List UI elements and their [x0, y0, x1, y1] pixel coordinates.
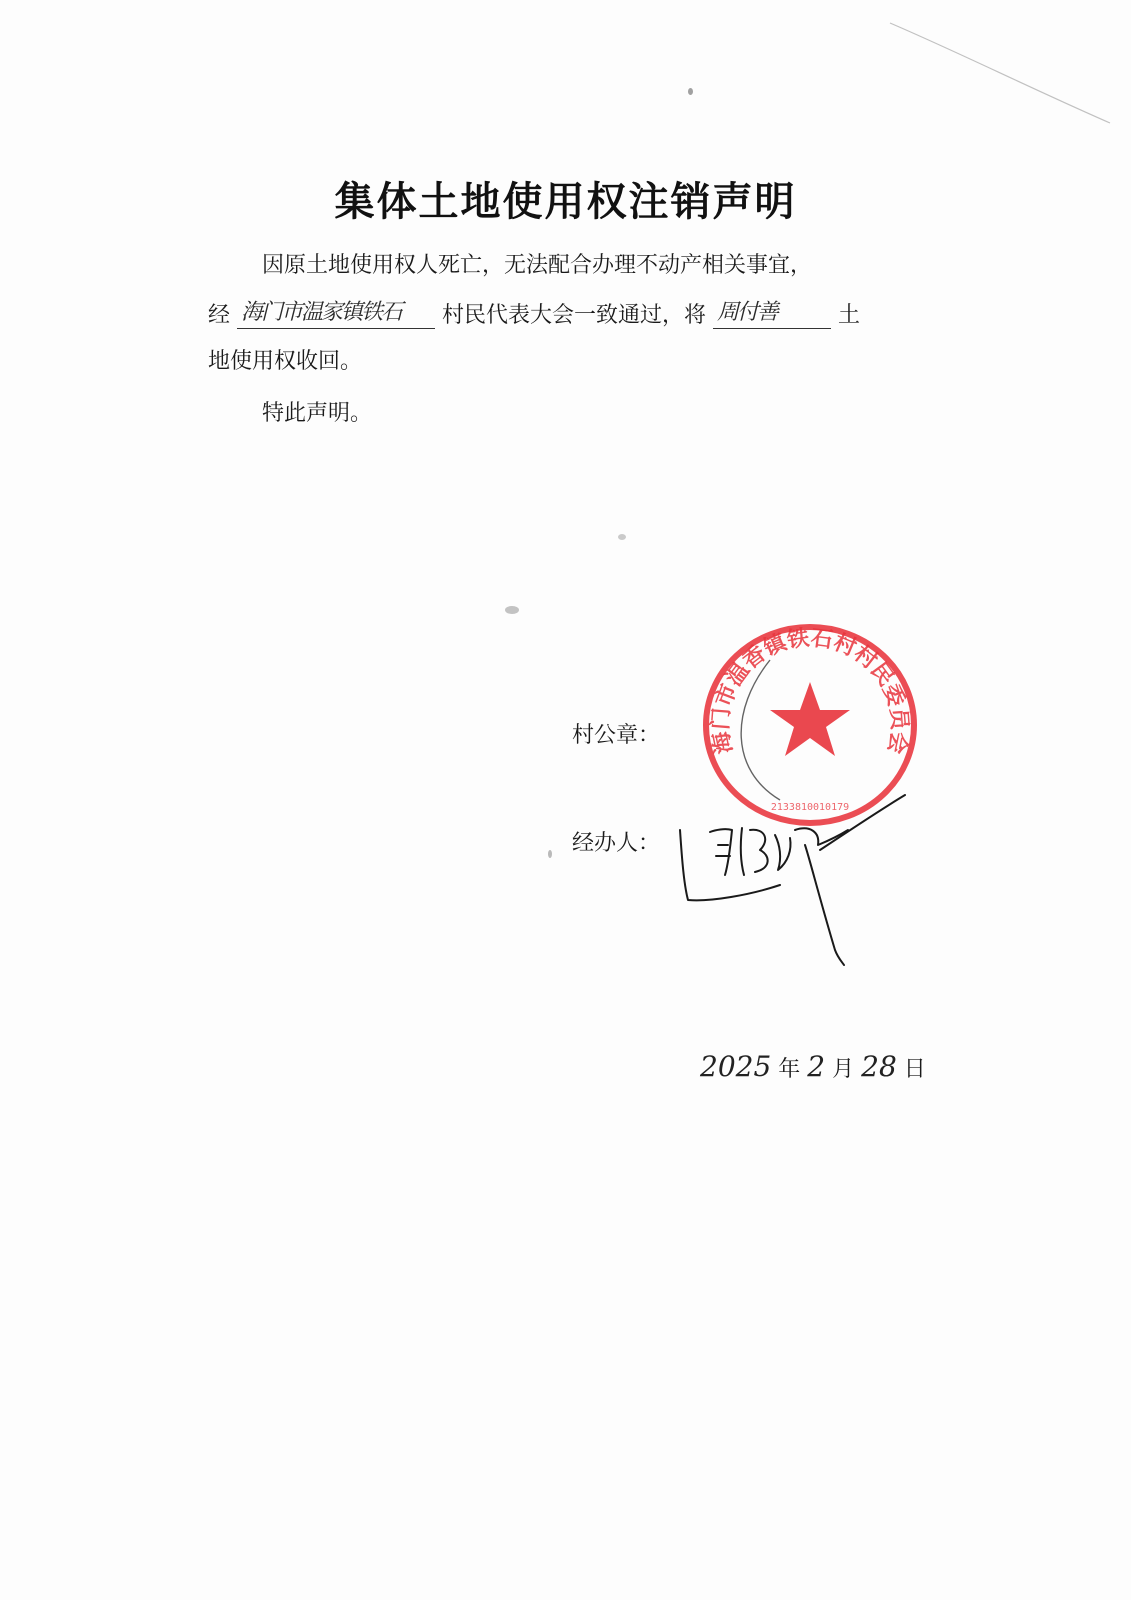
scan-speck [548, 850, 552, 858]
seal-code: 2133810010179 [770, 802, 850, 813]
scan-edge-line [880, 18, 1120, 128]
seal-label: 村公章： [572, 723, 661, 748]
seal-star-icon [770, 682, 850, 756]
seal-text: 海门市温香镇铁石村村民委员会 [708, 625, 912, 756]
paragraph-decision [208, 298, 860, 329]
date-year: 2025 [700, 1050, 772, 1083]
middle-text: 村民代表大会一致通过，将 [442, 303, 707, 328]
day-label: 日 [903, 1057, 926, 1082]
paragraph-declaration: 特此声明。 [262, 401, 373, 426]
scan-speck [618, 534, 626, 540]
date-line [700, 1050, 926, 1083]
village-blank [237, 298, 435, 329]
holder-blank [713, 298, 831, 329]
document-title: 集体土地使用权注销声明 [334, 179, 797, 225]
paragraph-recall: 地使用权收回。 [208, 349, 363, 374]
village-handwriting: 海门市温家镇铁石 [241, 300, 402, 325]
paragraph-reason: 因原土地使用权人死亡，无法配合办理不动产相关事宜， [262, 253, 813, 278]
prefix-text: 经 [208, 303, 231, 328]
scan-speck [688, 88, 693, 95]
holder-handwriting: 周付善 [717, 300, 778, 325]
suffix-text: 土 [838, 303, 861, 328]
date-day: 28 [861, 1050, 897, 1083]
year-label: 年 [778, 1057, 801, 1082]
handler-signature [670, 790, 910, 970]
handler-label: 经办人： [572, 831, 661, 856]
date-month: 2 [807, 1050, 826, 1083]
scan-speck [505, 606, 519, 614]
month-label: 月 [832, 1057, 855, 1082]
